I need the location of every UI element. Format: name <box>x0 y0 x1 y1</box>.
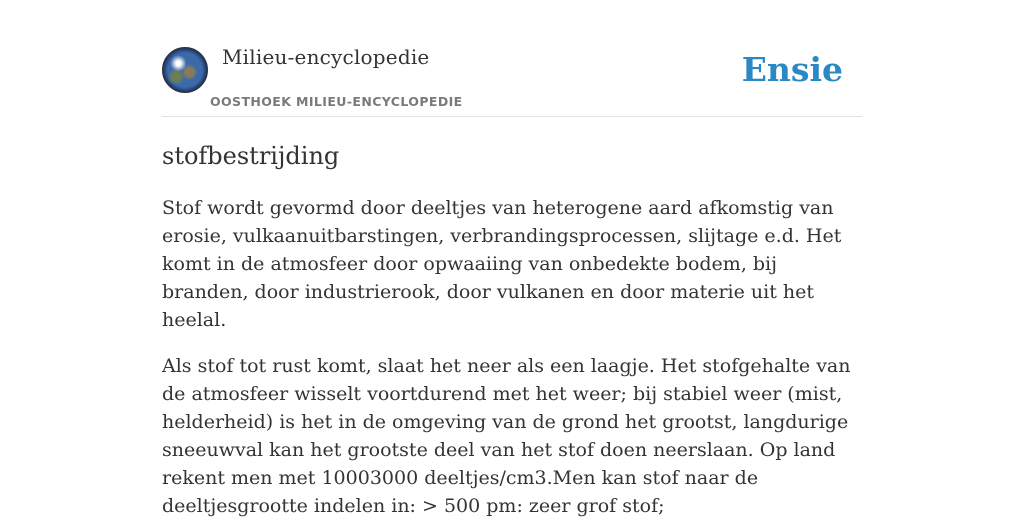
ensie-logo-link[interactable]: Ensie <box>741 50 843 89</box>
article-paragraph-2: Als stof tot rust komt, slaat het neer als een laagje. Het stofgehalte van de atmosfeer wisselt voortdurend met het weer; bij stabiel weer (mist, helderheid) is het in de omgeving van de grond het grootst, langdurige sneeuwval kan het grootste deel van het stof doen neerslaan. Op land rekent men met 10003000 deeltjes/cm3.Men kan stof naar de deeltjesgrootte indelen in: > 500 pm: zeer grof stof; <box>162 355 851 517</box>
earth-globe-icon[interactable] <box>162 47 208 93</box>
article-title: stofbestrijding <box>162 142 340 170</box>
page-container <box>162 0 862 520</box>
site-name[interactable]: Milieu-encyclopedie <box>222 45 430 69</box>
site-subtitle: OOSTHOEK MILIEU-ENCYCLOPEDIE <box>210 94 463 109</box>
site-header <box>162 0 862 117</box>
article-paragraph-1: Stof wordt gevormd door deeltjes van heterogene aard afkomstig van erosie, vulkaanuitbarstingen, verbrandingsprocessen, slijtage e.d. Het komt in de atmosfeer door opwaaiing van onbedekte bodem, bij branden, door industrierook, door vulkanen en door materie uit het heelal. <box>162 197 842 331</box>
